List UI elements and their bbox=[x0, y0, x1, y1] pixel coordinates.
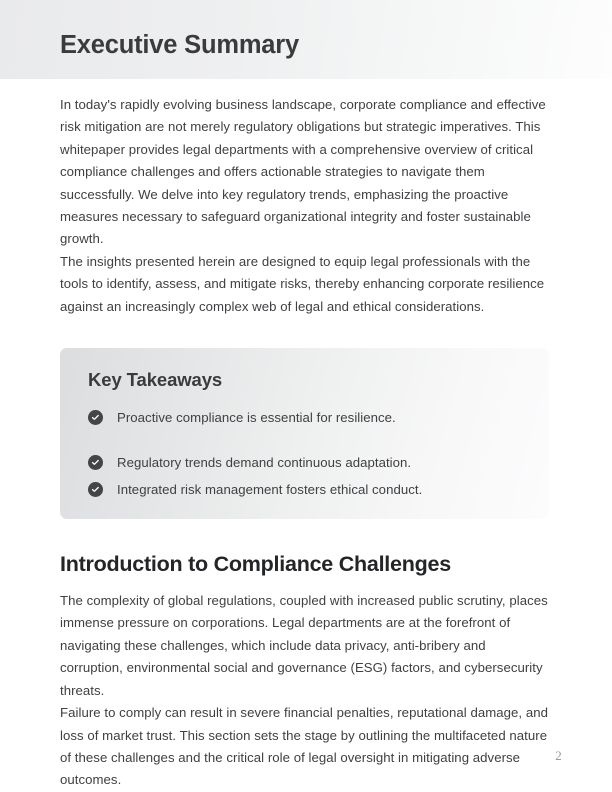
page-title: Executive Summary bbox=[60, 31, 299, 59]
intro-paragraph-1: In today's rapidly evolving business landscape, corporate compliance and effective risk mitigation are not merely regulatory obligations but strategic imperatives. This whitepaper provides legal departments with a comprehensive overview of critical compliance challenges and offers actionable strategies to navigate them successfully. We delve into key regulatory trends, emphasizing the proactive measures necessary to safeguard organizational integrity and foster sustainable growth. bbox=[60, 97, 546, 247]
page-number: 2 bbox=[555, 748, 562, 763]
takeaway-text: Proactive compliance is essential for resilience. bbox=[117, 410, 396, 426]
callout-title: Key Takeaways bbox=[88, 369, 223, 391]
intro-paragraph-2: The insights presented herein are designed to equip legal professionals with the tools to identify, assess, and mitigate risks, thereby enhancing corporate resilience against an increasingly complex web of legal and ethical considerations. bbox=[60, 253, 545, 314]
list-item bbox=[88, 408, 523, 427]
check-circle-icon bbox=[88, 482, 103, 497]
list-item bbox=[88, 480, 523, 499]
check-circle-icon bbox=[88, 455, 103, 470]
document-content bbox=[60, 94, 552, 792]
key-takeaways-callout bbox=[60, 348, 549, 519]
page-header-band bbox=[0, 0, 612, 79]
check-circle-icon bbox=[88, 410, 103, 425]
takeaway-list bbox=[88, 408, 523, 499]
section-paragraph-1: The complexity of global regulations, coupled with increased public scrutiny, places immense pressure on corporations. Legal departments are at the forefront of navigating these challenges, which include data privacy, anti-bribery and corruption, environmental social and governance (ESG) factors, and cybersecurity threats. bbox=[60, 593, 548, 698]
section-paragraph-2: Failure to comply can result in severe financial penalties, reputational damage, and loss of market trust. This section sets the stage by outlining the multifaceted nature of these challenges and the critical role of legal oversight in mitigating adverse outcomes. bbox=[60, 705, 549, 788]
takeaway-text: Integrated risk management fosters ethical conduct. bbox=[117, 482, 423, 498]
list-item bbox=[88, 453, 523, 472]
section-heading: Introduction to Compliance Challenges bbox=[60, 552, 451, 577]
takeaway-text: Regulatory trends demand continuous adaptation. bbox=[117, 455, 412, 471]
